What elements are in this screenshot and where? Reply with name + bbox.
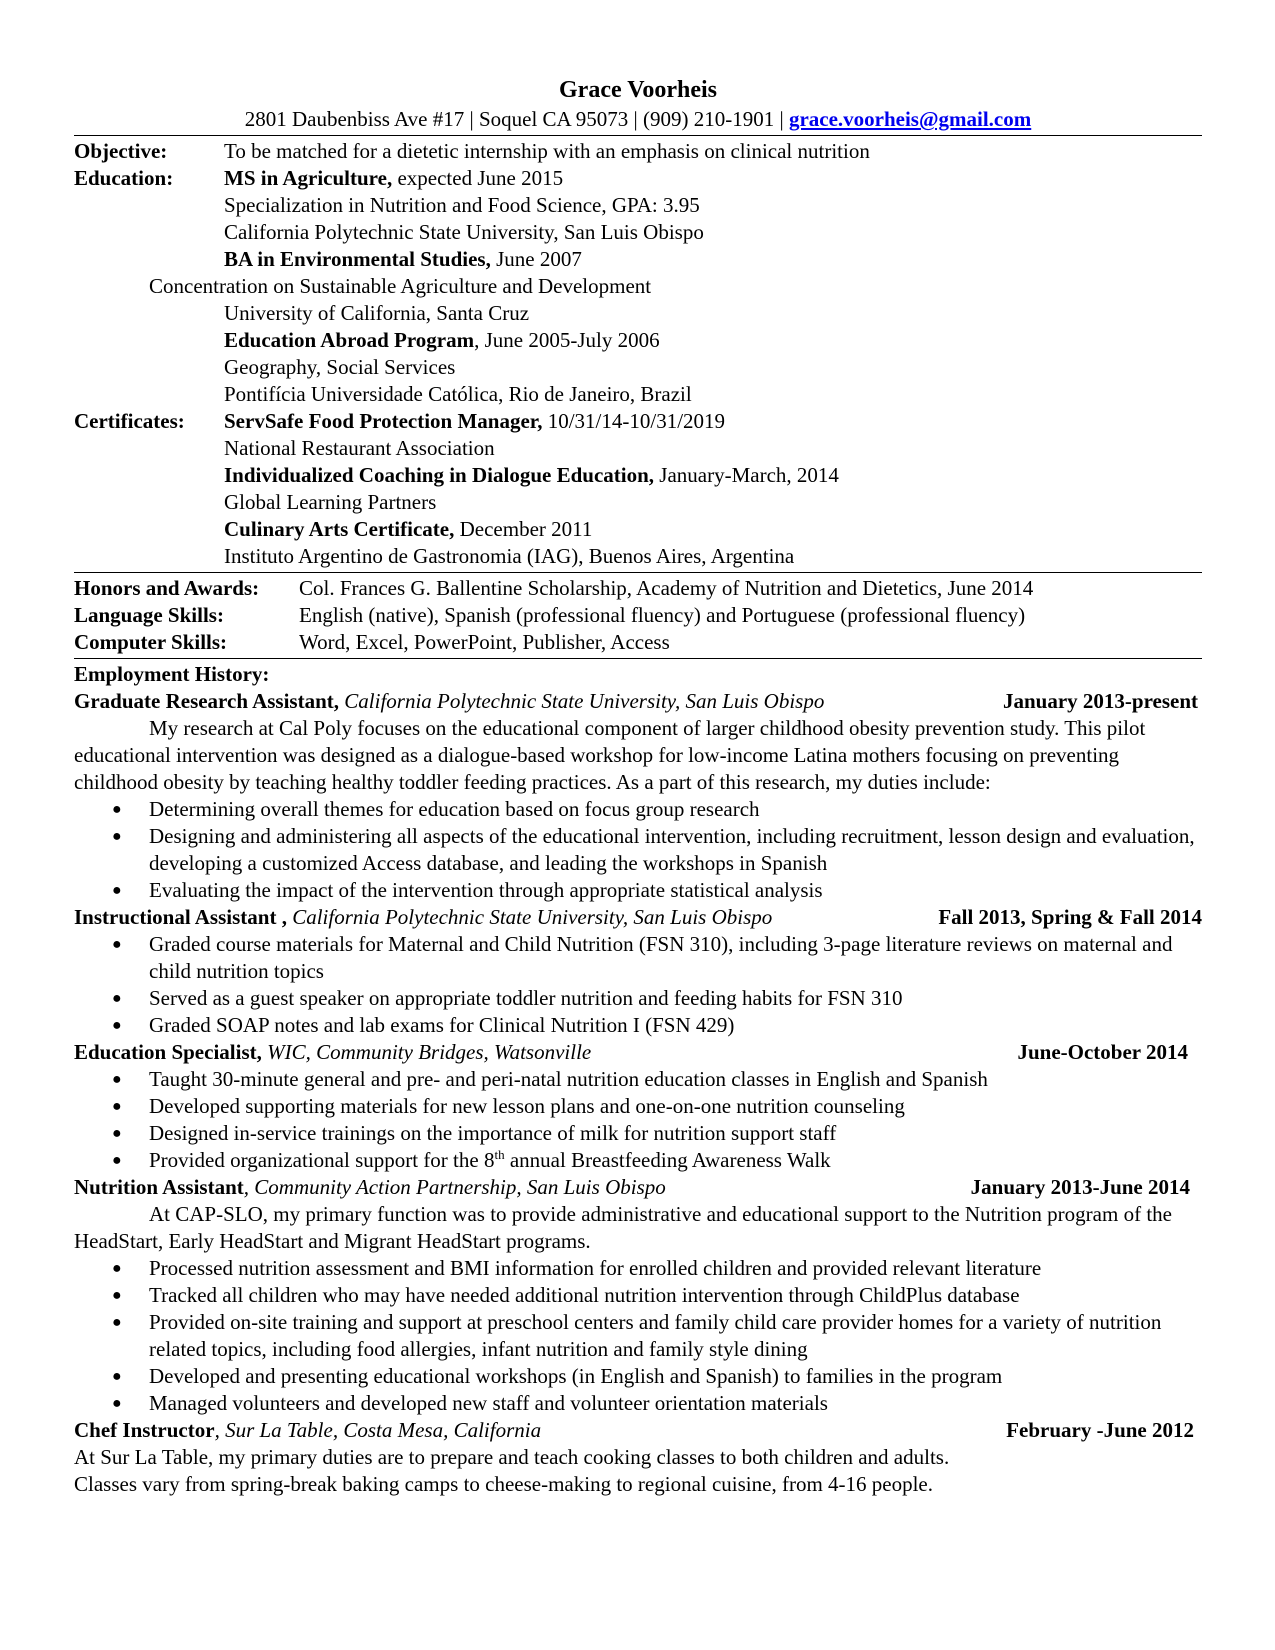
language-text: English (native), Spanish (professional fluency) and Portuguese (professional fluency) (299, 603, 1026, 627)
bullet-icon: ● (112, 828, 122, 845)
job-3-title: Education Specialist, (74, 1040, 262, 1064)
objective-row (74, 138, 1202, 165)
job-4-title-line (74, 1174, 666, 1201)
degree-1 (224, 165, 1202, 192)
job-5-title-line (74, 1417, 541, 1444)
job-1-title: Graduate Research Assistant, (74, 689, 340, 713)
certificate-3-title: Culinary Arts Certificate, (224, 517, 455, 541)
certificate-3 (224, 516, 1202, 543)
list-item (74, 1309, 1202, 1363)
bullet-icon: ● (112, 1152, 122, 1169)
job-2-title: Instructional Assistant , (74, 905, 287, 929)
job-4-date: January 2013-June 2014 (970, 1175, 1190, 1199)
bullet-icon: ● (112, 1314, 122, 1331)
list-item-text: Provided on-site training and support at preschool centers and family child care provider homes for a variety of nutrition related topics, including food allergies, infant nutrition and family style dining (149, 1310, 1162, 1361)
education-entries (224, 165, 1202, 273)
computer-label: Computer Skills: (74, 630, 228, 654)
degree-3-date: , June 2005-July 2006 (474, 328, 660, 352)
list-item (74, 1012, 1202, 1039)
language-row (74, 602, 1202, 629)
job-1-description: My research at Cal Poly focuses on the educational component of larger childhood obesity prevention study. This pilot educational intervention was designed as a dialogue-based workshop for low-income Latina mothers focusing on preventing childhood obesity by teaching healthy toddler feeding practices. As a part of this research, my duties include: (74, 716, 1146, 794)
divider (74, 135, 1202, 136)
list-item-text: Designing and administering all aspects of the educational intervention, including recruitment, lesson design and evaluation, developing a customized Access database, and leading the workshops in Spanish (149, 824, 1195, 875)
list-item-text: Designed in-service trainings on the importance of milk for nutrition support staff (149, 1121, 837, 1145)
job-5-header (74, 1417, 1202, 1444)
certificate-2-org: Global Learning Partners (224, 490, 437, 514)
list-item (74, 985, 1202, 1012)
job-2-header (74, 904, 1202, 931)
certificate-3-org: Instituto Argentino de Gastronomia (IAG), Buenos Aires, Argentina (224, 544, 795, 568)
list-item (74, 1147, 1202, 1174)
job-2-duties (74, 931, 1202, 1039)
degree-2-detail: Concentration on Sustainable Agriculture and Development (149, 274, 652, 298)
computer-text: Word, Excel, PowerPoint, Publisher, Access (299, 630, 670, 654)
bullet-icon: ● (112, 1125, 122, 1142)
objective-text: To be matched for a dietetic internship with an emphasis on clinical nutrition (224, 139, 870, 163)
contact-address: 2801 Daubenbiss Ave #17 | Soquel CA 95073 | (909) 210-1901 | (244, 107, 789, 131)
job-4-header (74, 1174, 1202, 1201)
list-item (74, 1363, 1202, 1390)
ordinal-suffix: th (494, 1147, 505, 1162)
list-item-text: annual Breastfeeding Awareness Walk (504, 1148, 831, 1172)
job-3-title-line (74, 1039, 591, 1066)
list-item (74, 1093, 1202, 1120)
list-item-text: Graded course materials for Maternal and Child Nutrition (FSN 310), including 3-page literature reviews on maternal and child nutrition topics (149, 932, 1173, 983)
certificate-2 (224, 462, 1202, 489)
degree-3-detail: Geography, Social Services (224, 355, 456, 379)
list-item (74, 823, 1202, 877)
job-3-duties (74, 1066, 1202, 1174)
list-item-text: Evaluating the impact of the intervention through appropriate statistical analysis (149, 878, 823, 902)
email-link[interactable]: grace.voorheis@gmail.com (788, 107, 1032, 131)
certificate-3-date: December 2011 (454, 517, 593, 541)
list-item-text: Tracked all children who may have needed additional nutrition intervention through ChildPlus database (149, 1283, 1020, 1307)
job-1-org: California Polytechnic State University, San Luis Obispo (339, 689, 825, 713)
list-item-text: Developed supporting materials for new lesson plans and one-on-one nutrition counseling (149, 1094, 905, 1118)
degree-3 (74, 327, 1202, 354)
job-3-org: WIC, Community Bridges, Watsonville (261, 1040, 592, 1064)
degree-2 (224, 246, 1202, 273)
job-5-line-1: At Sur La Table, my primary duties are to prepare and teach cooking classes to both children and adults. (74, 1445, 950, 1469)
degree-1-detail: Specialization in Nutrition and Food Science, GPA: 3.95 (224, 193, 700, 217)
bullet-icon: ● (112, 801, 122, 818)
certificate-entries (224, 408, 1202, 570)
certificate-1 (224, 408, 1202, 435)
bullet-icon: ● (112, 990, 122, 1007)
job-1-date: January 2013-present (1002, 689, 1198, 713)
objective-label: Objective: (74, 139, 168, 163)
resume-page (74, 74, 1202, 1498)
job-4-title: Nutrition Assistant (74, 1175, 244, 1199)
bullet-icon: ● (112, 1368, 122, 1385)
job-5-date: February -June 2012 (1006, 1418, 1194, 1442)
bullet-icon: ● (112, 936, 122, 953)
certificate-2-title: Individualized Coaching in Dialogue Education, (224, 463, 655, 487)
list-item-text: Processed nutrition assessment and BMI information for enrolled children and provided relevant literature (149, 1256, 1042, 1280)
list-item-text: Taught 30-minute general and pre- and peri-natal nutrition education classes in English and Spanish (149, 1067, 988, 1091)
list-item (74, 796, 1202, 823)
applicant-name: Grace Voorheis (559, 77, 717, 103)
certificate-1-date: 10/31/14-10/31/2019 (542, 409, 726, 433)
honors-label: Honors and Awards: (74, 576, 260, 600)
job-4-org: , Community Action Partnership, San Luis Obispo (243, 1175, 666, 1199)
list-item (74, 931, 1202, 985)
job-5-title: Chef Instructor (74, 1418, 215, 1442)
job-1-title-line (74, 688, 824, 715)
bullet-icon: ● (112, 1395, 122, 1412)
degree-2-title: BA in Environmental Studies, (224, 247, 491, 271)
job-4-description: At CAP-SLO, my primary function was to provide administrative and educational support to the Nutrition program of the HeadStart, Early HeadStart and Migrant HeadStart programs. (74, 1202, 1172, 1253)
job-1-header (74, 688, 1202, 715)
degree-1-school: California Polytechnic State University, San Luis Obispo (224, 220, 704, 244)
bullet-icon: ● (112, 1287, 122, 1304)
degree-2-date: June 2007 (490, 247, 582, 271)
divider (74, 658, 1202, 659)
job-2-date: Fall 2013, Spring & Fall 2014 (938, 905, 1202, 929)
certificates-label: Certificates: (74, 409, 185, 433)
job-5-line-2: Classes vary from spring-break baking camps to cheese-making to regional cuisine, from 4-16 people. (74, 1472, 934, 1496)
list-item (74, 1255, 1202, 1282)
bullet-icon: ● (112, 1017, 122, 1034)
job-4-duties (74, 1255, 1202, 1417)
list-item (74, 1066, 1202, 1093)
degree-1-date: expected June 2015 (392, 166, 564, 190)
language-label: Language Skills: (74, 603, 224, 627)
list-item-text: Managed volunteers and developed new staff and volunteer orientation materials (149, 1391, 828, 1415)
list-item (74, 1120, 1202, 1147)
employment-heading: Employment History: (74, 662, 270, 686)
degree-3-school: Pontifícia Universidade Católica, Rio de Janeiro, Brazil (224, 382, 692, 406)
job-2-org: California Polytechnic State University, San Luis Obispo (286, 905, 773, 929)
job-5-org: , Sur La Table, Costa Mesa, California (214, 1418, 542, 1442)
degree-2-school: University of California, Santa Cruz (224, 301, 530, 325)
list-item-text: Served as a guest speaker on appropriate toddler nutrition and feeding habits for FSN 310 (149, 986, 903, 1010)
list-item-text: Provided organizational support for the 8 (149, 1148, 495, 1172)
list-item-text: Developed and presenting educational workshops (in English and Spanish) to families in the program (149, 1364, 1003, 1388)
divider (74, 572, 1202, 573)
education-label: Education: (74, 166, 174, 190)
job-2-title-line (74, 904, 772, 931)
bullet-icon: ● (112, 1260, 122, 1277)
honors-text: Col. Frances G. Ballentine Scholarship, Academy of Nutrition and Dietetics, June 2014 (299, 576, 1034, 600)
education-row (74, 165, 1202, 273)
job-3-date: June-October 2014 (1017, 1040, 1188, 1064)
certificate-2-date: January-March, 2014 (654, 463, 839, 487)
computer-row (74, 629, 1202, 656)
job-1-duties (74, 796, 1202, 904)
bullet-icon: ● (112, 882, 122, 899)
list-item-text: Graded SOAP notes and lab exams for Clinical Nutrition I (FSN 429) (149, 1013, 735, 1037)
job-3-header (74, 1039, 1202, 1066)
list-item (74, 1390, 1202, 1417)
list-item-text: Determining overall themes for education based on focus group research (149, 797, 760, 821)
certificate-1-org: National Restaurant Association (224, 436, 495, 460)
list-item (74, 1282, 1202, 1309)
degree-1-title: MS in Agriculture, (224, 166, 393, 190)
honors-row (74, 575, 1202, 602)
certificate-1-title: ServSafe Food Protection Manager, (224, 409, 543, 433)
degree-3-title: Education Abroad Program (224, 328, 475, 352)
certificates-row (74, 408, 1202, 570)
contact-line (74, 106, 1202, 133)
bullet-icon: ● (112, 1098, 122, 1115)
list-item (74, 877, 1202, 904)
bullet-icon: ● (112, 1071, 122, 1088)
